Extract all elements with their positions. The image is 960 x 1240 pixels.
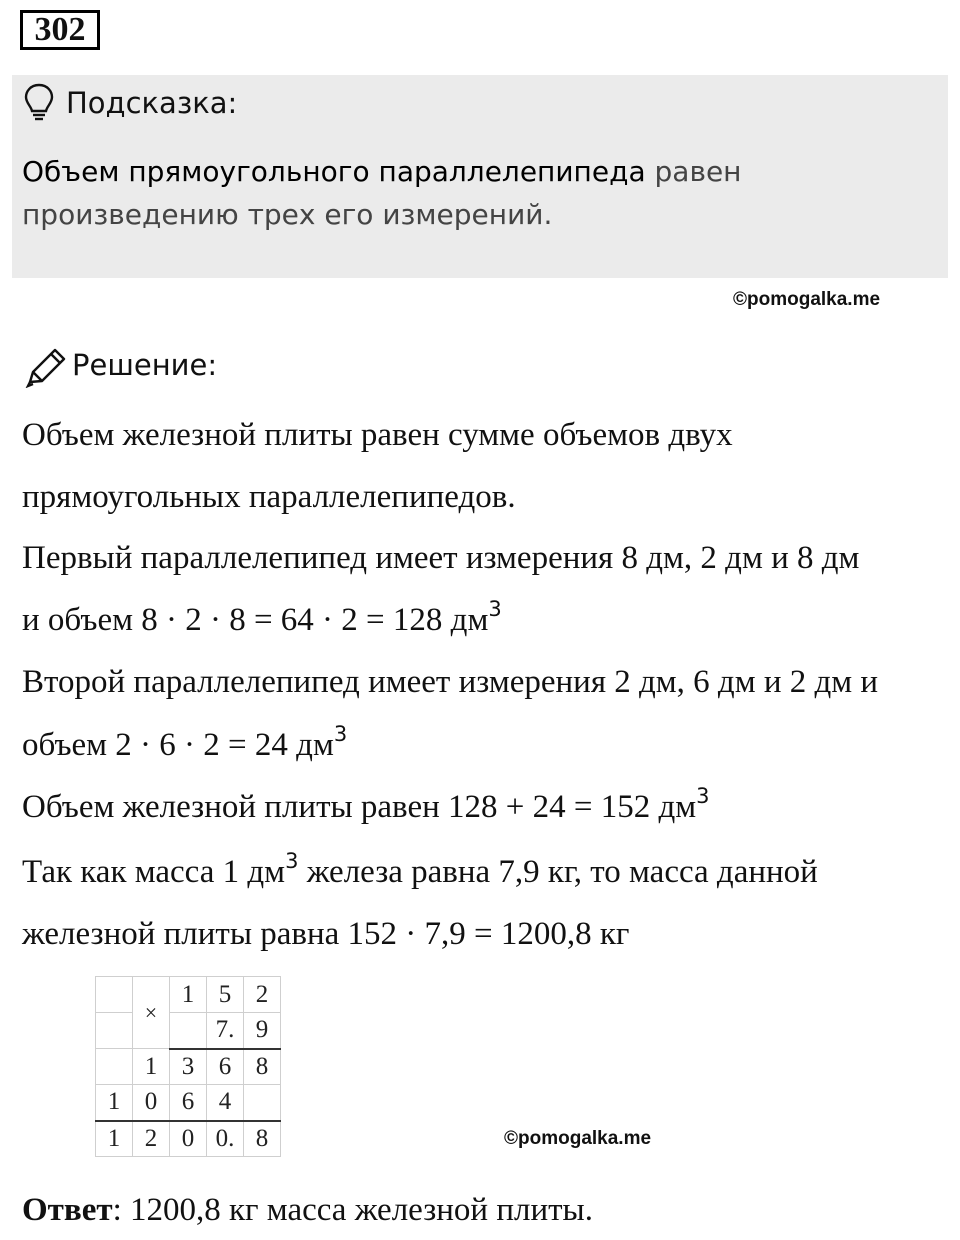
solution-line-text: Объем железной плиты равен 128 + 24 = 152 дм bbox=[22, 789, 697, 825]
multiplication-table bbox=[95, 976, 281, 1157]
table-cell bbox=[96, 1049, 133, 1085]
lightbulb-icon bbox=[22, 82, 56, 122]
hint-term: Объем прямоугольного параллелепипеда bbox=[22, 155, 646, 188]
answer-label: Ответ bbox=[22, 1192, 113, 1228]
superscript: 3 bbox=[333, 722, 348, 746]
table-row bbox=[96, 1085, 281, 1121]
solution-line bbox=[22, 597, 502, 640]
table-row bbox=[96, 1121, 281, 1157]
solution-line-text: объем 2 · 6 · 2 = 24 дм bbox=[22, 727, 334, 763]
table-cell bbox=[96, 1013, 133, 1049]
table-cell: 5 bbox=[207, 977, 244, 1013]
solution-title: Решение: bbox=[72, 348, 218, 382]
superscript: 3 bbox=[696, 784, 710, 808]
solution-line: Второй параллелепипед имеет измерения 2 дм, 6 дм и 2 дм и bbox=[22, 664, 879, 700]
solution-line bbox=[22, 784, 710, 827]
table-cell: 1 bbox=[170, 977, 207, 1013]
pencil-icon bbox=[24, 346, 68, 388]
table-cell bbox=[170, 1013, 207, 1049]
table-row bbox=[96, 1013, 281, 1049]
table-cell: 3 bbox=[170, 1049, 207, 1085]
superscript: 3 bbox=[488, 597, 502, 621]
table-cell: 1 bbox=[133, 1049, 170, 1085]
table-cell bbox=[244, 1085, 281, 1121]
hint-text-line2: произведению трех его измерений. bbox=[22, 198, 553, 231]
table-cell: 8 bbox=[244, 1049, 281, 1085]
answer-text: : 1200,8 кг масса железной плиты. bbox=[112, 1192, 593, 1228]
watermark: ©pomogalka.me bbox=[733, 289, 881, 310]
table-row bbox=[96, 1049, 281, 1085]
multiply-sign: × bbox=[133, 977, 170, 1049]
hint-text-rest: равен bbox=[645, 155, 742, 188]
solution-line-text: и объем 8 · 2 · 8 = 64 · 2 = 128 дм bbox=[22, 602, 489, 638]
table-cell: 4 bbox=[207, 1085, 244, 1121]
solution-line: Первый параллелепипед имеет измерения 8 дм, 2 дм и 8 дм bbox=[22, 540, 860, 576]
solution-line bbox=[22, 849, 818, 892]
solution-line: Объем железной плиты равен сумме объемов двух bbox=[22, 417, 733, 453]
table-cell: 0. bbox=[207, 1121, 244, 1157]
watermark: ©pomogalka.me bbox=[504, 1128, 652, 1149]
solution-line: прямоугольных параллелепипедов. bbox=[22, 479, 516, 515]
table-row bbox=[96, 977, 281, 1013]
table-cell: 7. bbox=[207, 1013, 244, 1049]
solution-line-text: железа равна 7,9 кг, то масса данной bbox=[298, 854, 818, 890]
table-cell: 0 bbox=[133, 1085, 170, 1121]
superscript: 3 bbox=[285, 849, 299, 873]
solution-line bbox=[22, 722, 348, 765]
table-cell: 2 bbox=[133, 1121, 170, 1157]
table-cell: 6 bbox=[170, 1085, 207, 1121]
table-cell: 9 bbox=[244, 1013, 281, 1049]
task-number: 302 bbox=[20, 10, 100, 50]
solution-line-text: Так как масса 1 дм bbox=[22, 854, 286, 890]
table-cell: 8 bbox=[244, 1121, 281, 1157]
hint-title: Подсказка: bbox=[66, 86, 238, 120]
table-cell: 2 bbox=[244, 977, 281, 1013]
table-cell: 0 bbox=[170, 1121, 207, 1157]
answer bbox=[22, 1190, 593, 1230]
table-cell: 1 bbox=[96, 1085, 133, 1121]
table-cell bbox=[96, 977, 133, 1013]
hint-text bbox=[22, 150, 922, 236]
solution-line: железной плиты равна 152 · 7,9 = 1200,8 кг bbox=[22, 916, 630, 952]
table-cell: 1 bbox=[96, 1121, 133, 1157]
table-cell: 6 bbox=[207, 1049, 244, 1085]
